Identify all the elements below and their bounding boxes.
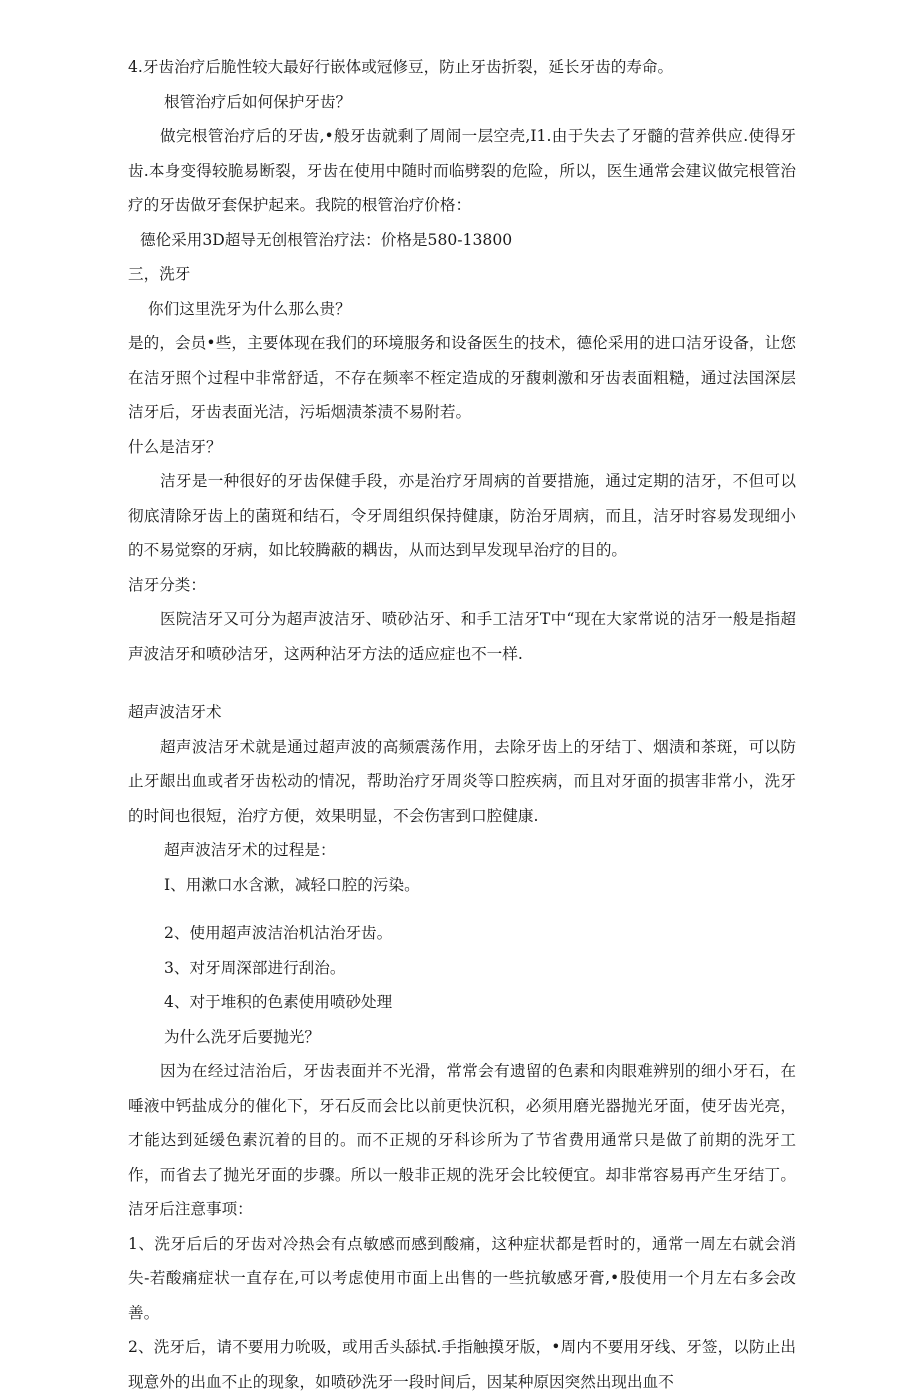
question-why-expensive: 你们这里洗牙为什么那么贵？ [148,299,351,318]
heading-why-polish: 为什么洗牙后要抛光？ [164,1027,320,1046]
paragraph-root-canal-explanation: 做完根管治疗后的牙齿,•般牙齿就剩了周闹一层空壳,I1.由于失去了牙髓的营养供应.使得牙齿.本身变得较脆易断裂，牙齿在使用中随时而临劈裂的危险，所以，医生通常会建议做完根管治疗的牙齿做牙套保护起来。我院的根管治疗价格： [128,127,796,214]
list-item-step-4: 4、对于堆积的色素使用喷砂处理 [164,993,393,1011]
heading-ultrasonic-process: 超声波洁牙术的过程是： [164,841,336,859]
list-item-note-2: 2、洗牙后，请不要用力吮吸，或用舌头舔拭.手指触摸牙版，•周内不要用牙线、牙签，以防止出现意外的出血不止的现象，如喷砂洗牙一段时间后，因某种原因突然出现出血不 [128,1338,796,1391]
list-item-step-3: 3、对牙周深部进行刮治。 [164,958,346,977]
spacer [128,671,796,695]
paragraph-answer-expensive: 是的，会员•些，主要体现在我们的环境服务和设备医生的技术，德伦采用的进口洁牙设备，让您在洁牙照个过程中非常舒适，不存在频率不桎定造成的牙馥刺激和牙齿表面粗糙，通过法国深层洁牙后，牙齿表面光洁，污垢烟渍茶渍不易附若。 [128,334,796,421]
paragraph-root-canal-tip: 4.牙齿治疗后脆性较大最好行嵌体或冠修豆，防止牙齿折裂，延长牙齿的寿命。 [128,58,674,76]
heading-ultrasonic: 超声波洁牙术 [128,703,222,721]
list-item-step-1: I、用漱口水含漱，减轻口腔的污染。 [164,875,420,894]
heading-cleaning-types: 洁牙分类： [128,575,206,594]
spacer [128,902,796,916]
heading-what-is-cleaning: 什么是洁牙？ [128,437,222,456]
paragraph-what-is-cleaning: 洁牙是一种很好的牙齿保健手段，亦是治疗牙周病的首要措施，通过定期的洁牙，不但可以彻底清除牙齿上的菌斑和结石，令牙周组织保持健康，防治牙周病，而且，洁牙时容易发现细小的不易觉察的牙病，如比较腾蔽的耦齿，从而达到早发现早治疗的目的。 [128,472,796,559]
section-heading-cleaning: 三，洗牙 [128,265,191,283]
heading-protect-teeth: 根管治疗后如何保护牙齿？ [164,92,352,111]
paragraph-cleaning-types: 医院洁牙又可分为超声波洁牙、喷砂沾牙、和手工洁牙T中“现在大家常说的洁牙一般是指超声波洁牙和喷砂洁牙，这两种沾牙方法的适应症也不一样. [128,610,796,663]
paragraph-why-polish: 因为在经过洁治后，牙齿表面并不光滑，常常会有遗留的色素和肉眼难辨别的细小牙石，在唾液中钙盐成分的催化下，牙石反而会比以前更快沉积，必须用磨光器抛光牙面，使牙齿光亮，才能达到延缓色素沉着的目的。而不正规的牙科诊所为了节省费用通常只是做了前期的洗牙工作，而省去了抛光牙面的步骤。所以一般非正规的洗牙会比较便宜。却非常容易再产生牙结丁。洁牙后注意事项： [128,1062,796,1218]
price-line: 德伦采用3D超导无创根管治疗法：价格是580-13800 [140,230,513,249]
list-item-step-2: 2、使用超声波洁治机沽治牙齿。 [164,924,393,942]
paragraph-ultrasonic: 超声波洁牙术就是通过超声波的高频震荡作用，去除牙齿上的牙结丁、烟渍和茶斑，可以防止牙龈出血或者牙齿松动的情况，帮助治疗牙周炎等口腔疾病，而且对牙面的损害非常小，洗牙的时间也很短，治疗方便，效果明显，不会伤害到口腔健康. [128,737,796,825]
document-page [128,50,796,1399]
list-item-note-1: 1、洗牙后后的牙齿对冷热会有点敏感而感到酸痛，这种症状都是哲时的，通常一周左右就会消失-若酸痛症状一直存在,可以考虑使用市面上出售的一些抗敏感牙膏,•股使用一个月左右多会改善。 [128,1234,796,1322]
